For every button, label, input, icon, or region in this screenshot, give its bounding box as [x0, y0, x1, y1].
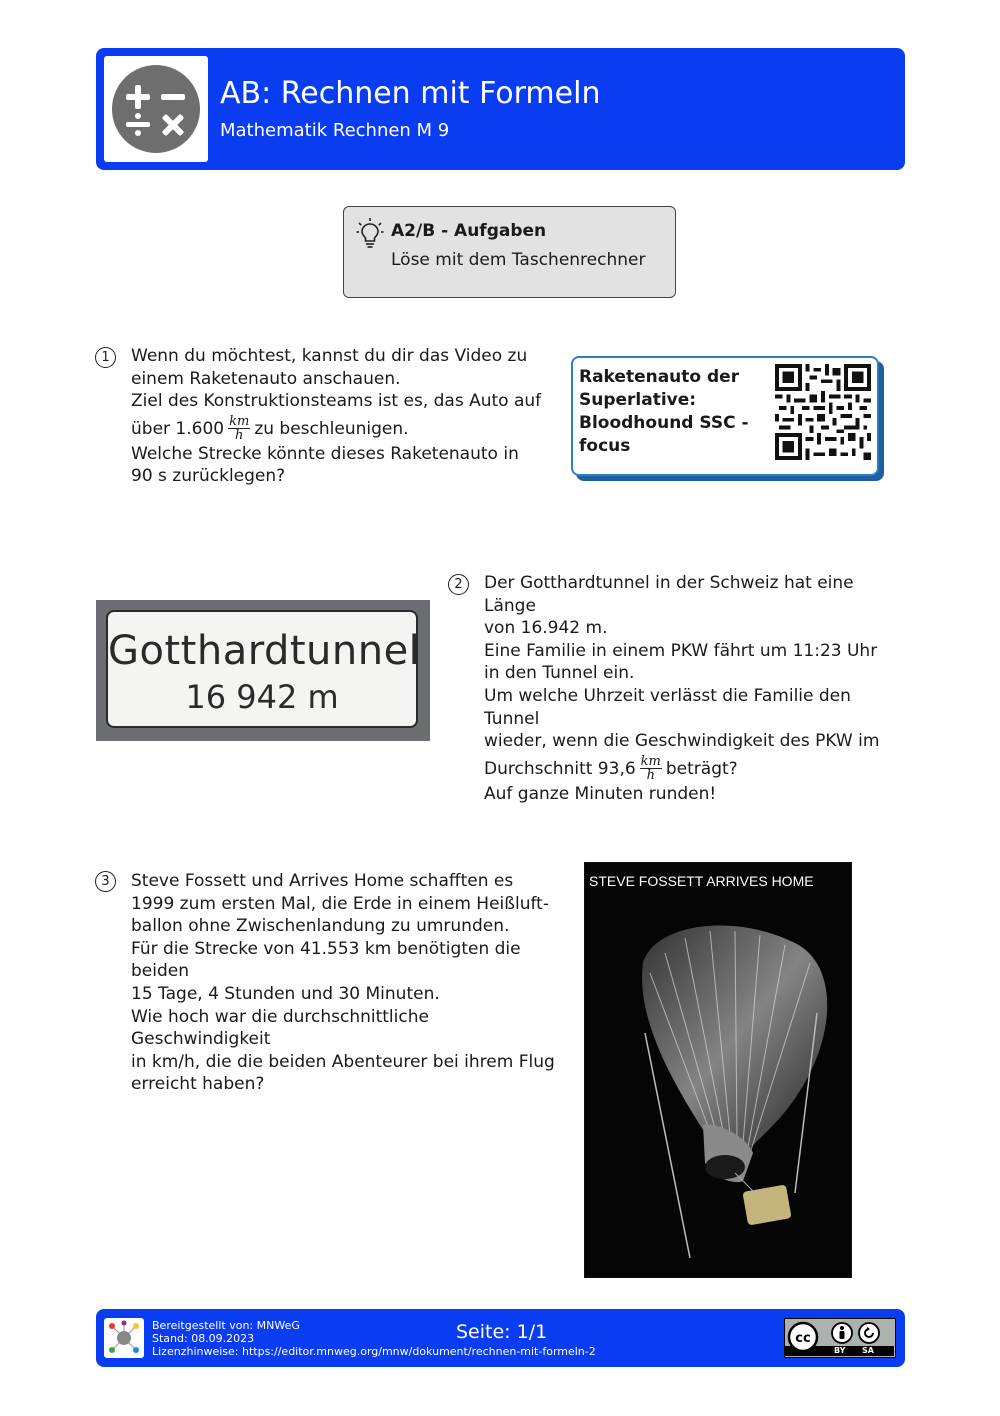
task1-line: Wenn du möchtest, kannst du dir das Video zu — [131, 346, 528, 366]
page-number: Seite: 1/1 — [456, 1321, 548, 1343]
task1-line: einem Raketenauto anschauen. — [131, 368, 401, 389]
mnweg-network-icon — [104, 1318, 144, 1358]
task1-text — [131, 345, 551, 488]
page-title: AB: Rechnen mit Formeln — [220, 76, 601, 111]
task2-line: von 16.942 m. — [484, 618, 608, 639]
share-alike-icon — [858, 1322, 880, 1344]
task3-line: 15 Tage, 4 Stunden und 30 Minuten. — [131, 983, 440, 1004]
task2-speed-suffix: beträgt? — [665, 758, 738, 779]
footer-license-link[interactable]: Lizenzhinweise: https://editor.mnweg.org/mnw/dokument/rechnen-mit-formeln-2 — [152, 1345, 596, 1358]
task2-line: wieder, wenn die Geschwindigkeit des PKW im — [484, 731, 880, 752]
task3-text — [131, 870, 571, 1096]
math-operators-icon — [104, 56, 208, 162]
task3-line: Steve Fossett und Arrives Home schafften es — [131, 871, 514, 891]
task-box-title: A2/B - Aufgaben — [391, 221, 547, 241]
task3-line: erreicht haben? — [131, 1074, 265, 1095]
page-subtitle: Mathematik Rechnen M 9 — [220, 120, 450, 141]
balloon-photo — [584, 862, 852, 1278]
lightbulb-icon — [356, 217, 384, 249]
sign-tunnel-name: Gotthardtunnel — [108, 628, 421, 674]
fraction-km-per-h — [228, 415, 250, 442]
task2-text — [484, 572, 904, 805]
fraction-numerator: km — [229, 414, 250, 430]
fraction-numerator: km — [640, 754, 661, 770]
task1-speed-prefix: über 1.600 — [131, 418, 225, 439]
task3-line: in km/h, die die beiden Abenteurer bei ihrem Flug — [131, 1051, 555, 1072]
qr-video-card[interactable] — [571, 356, 879, 476]
task-number-3: 3 — [95, 871, 116, 892]
cc-by-sa-badge[interactable] — [784, 1318, 896, 1358]
task3-line: Wie hoch war die durchschnittliche Geschwindigkeit — [131, 1006, 429, 1050]
task2-speed-line — [484, 755, 904, 783]
task1-speed-suffix: zu beschleunigen. — [254, 418, 409, 439]
photo-caption: STEVE FOSSETT ARRIVES HOME — [589, 873, 814, 889]
footer-date: Stand: 08.09.2023 — [152, 1332, 255, 1345]
header-banner — [96, 48, 905, 170]
footer-banner — [96, 1309, 905, 1367]
qr-card-title: Raketenauto der Superlative: Bloodhound SSC - focus — [579, 367, 749, 456]
task2-speed-prefix: Durchschnitt 93,6 — [484, 758, 636, 779]
mnweg-logo — [104, 1318, 144, 1358]
svg-text:cc: cc — [795, 1331, 811, 1346]
task3-line: ballon ohne Zwischenlandung zu umrunden. — [131, 916, 510, 937]
hot-air-balloon-illustration — [585, 863, 852, 1278]
task2-last-line: Auf ganze Minuten runden! — [484, 783, 717, 804]
task1-question: Welche Strecke könnte dieses Raketenauto in — [131, 443, 519, 464]
gotthard-tunnel-sign-image — [96, 600, 430, 741]
cc-sa-label: SA — [862, 1346, 874, 1355]
task2-line: Der Gotthardtunnel in der Schweiz hat eine Länge — [484, 573, 854, 616]
by-person-icon — [831, 1322, 853, 1344]
task1-question: 90 s zurücklegen? — [131, 466, 286, 487]
task-box-text: Löse mit dem Taschenrechner — [391, 250, 646, 270]
qr-code-icon[interactable] — [775, 364, 871, 460]
cc-icon — [787, 1321, 819, 1353]
task-number-1: 1 — [95, 347, 116, 368]
task-number-2: 2 — [448, 574, 469, 595]
task-info-box — [343, 206, 676, 298]
fraction-denominator: h — [646, 768, 655, 784]
footer-provider: Bereitgestellt von: MNWeG — [152, 1319, 300, 1332]
task3-line: 1999 zum ersten Mal, die Erde in einem Heißluft- — [131, 893, 549, 914]
fraction-denominator: h — [235, 428, 244, 444]
task1-line: Ziel des Konstruktionsteams ist es, das Auto auf — [131, 391, 542, 412]
sign-plate — [106, 610, 421, 728]
task2-line: Eine Familie in einem PKW fährt um 11:23 Uhr — [484, 640, 878, 661]
logo-box — [104, 56, 208, 162]
sign-tunnel-length: 16 942 m — [185, 678, 339, 716]
task3-line: Für die Strecke von 41.553 km benötigten die beiden — [131, 938, 521, 982]
task2-line: Um welche Uhrzeit verlässt die Familie den Tunnel — [484, 685, 851, 729]
cc-by-label: BY — [834, 1346, 846, 1355]
task2-line: in den Tunnel ein. — [484, 663, 635, 684]
task1-speed-line — [131, 415, 551, 443]
fraction-km-per-h — [640, 755, 662, 782]
